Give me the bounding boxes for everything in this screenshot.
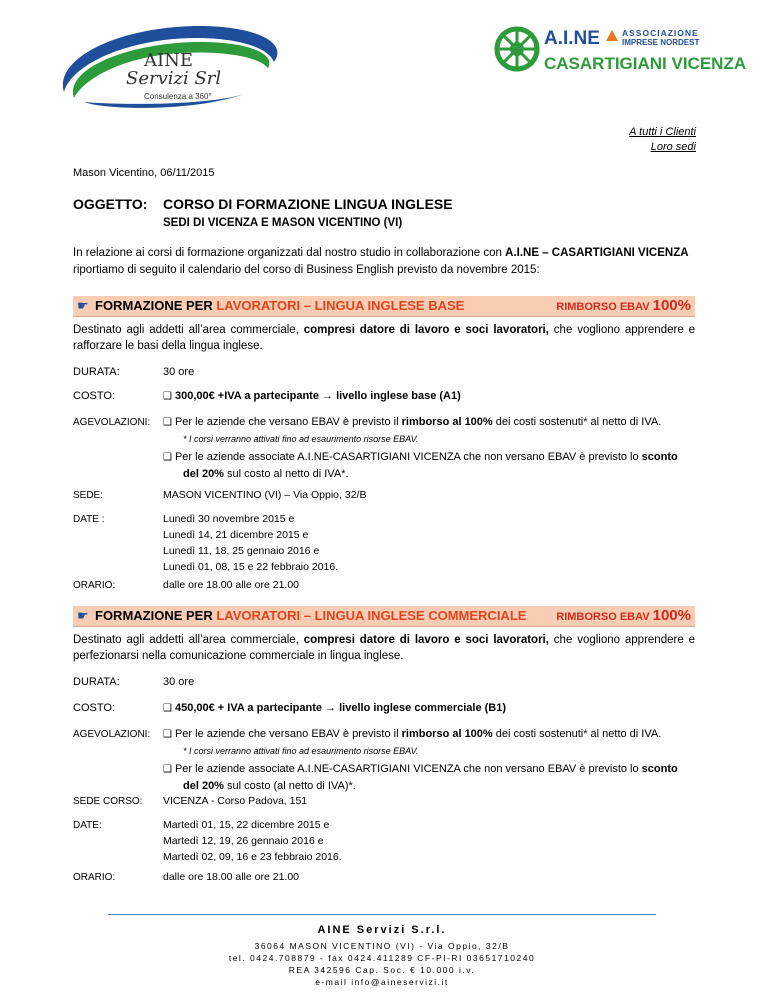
costo-text: 300,00€ +IVA a partecipante → livello inglese base (A1): [174, 390, 461, 402]
agev-bold-pct: del 20%: [183, 780, 224, 792]
addressee-line: A tutti i Clienti: [629, 126, 696, 138]
agevolazioni-label: AGEVOLAZIONI:: [73, 729, 151, 740]
date-item: Lunedì 11, 18, 25 gennaio 2016 e: [163, 545, 320, 557]
checkbox-icon: ❑: [163, 764, 172, 775]
intro-paragraph: [73, 245, 695, 279]
casartigiani-logo: [494, 26, 747, 78]
banner-title: [95, 608, 526, 623]
agev-text: Per le aziende associate A.I.NE-CASARTIGIANI VICENZA che non versano EBAV è previsto lo: [174, 763, 642, 775]
desc-text-end: che vogliono apprendere e perfezionarsi nella comunicazione commerciale in lingua inglese.: [73, 634, 695, 662]
agevolazione-note: * I corsi verranno attivati fino ad esaurimento risorse EBAV.: [183, 434, 419, 444]
orario-label: ORARIO:: [73, 580, 116, 591]
agev-text: Per le aziende che versano EBAV è previsto il: [174, 416, 402, 428]
subject-subtitle: SEDI DI VICENZA E MASON VICENTINO (VI): [163, 217, 403, 229]
logo-assoc-line1: ASSOCIAZIONE: [622, 28, 699, 38]
banner-highlight: LAVORATORI – LINGUA INGLESE COMMERCIALE: [216, 608, 527, 623]
agevolazioni-label: AGEVOLAZIONI:: [73, 417, 151, 428]
checkbox-icon: ❑: [163, 452, 172, 463]
refund-badge: [556, 297, 691, 314]
checkbox-icon: ❑: [163, 391, 172, 402]
footer-divider: [108, 914, 656, 915]
desc-text: Destinato agli addetti all’area commerciale,: [73, 324, 304, 336]
subject-label: OGGETTO:: [73, 196, 148, 212]
date-label: DATE:: [73, 820, 102, 831]
durata-label: DURATA:: [73, 676, 120, 688]
banner-title: [95, 298, 464, 313]
aine-servizi-logo: [44, 20, 294, 112]
hand-pointer-icon: ☛: [77, 608, 89, 623]
footer-email: e-mail info@aineservizi.it: [315, 977, 449, 987]
refund-pct: 100%: [652, 297, 691, 314]
desc-bold: compresi datore di lavoro e soci lavoratori,: [303, 634, 549, 646]
date-list: [163, 511, 338, 575]
logo-aine-brand: A.I.NE: [544, 28, 600, 49]
refund-pct: 100%: [652, 607, 691, 624]
date-item: Lunedì 14, 21 dicembre 2015 e: [163, 529, 309, 541]
logo-aine-text: AINE: [144, 50, 193, 71]
agev-text-end: sul costo (al netto di IVA)*.: [223, 780, 356, 792]
desc-bold: compresi datore di lavoro e soci lavoratori,: [303, 324, 549, 336]
ship-wheel-icon: [494, 26, 540, 72]
checkbox-icon: ❑: [163, 703, 172, 714]
footer-address: 36064 MASON VICENTINO (VI) - Via Oppio, 32/B: [254, 941, 510, 951]
agevolazioni-list: [163, 414, 703, 482]
subject-title: CORSO DI FORMAZIONE LINGUA INGLESE: [163, 196, 453, 212]
agev-text: Per le aziende associate A.I.NE-CASARTIGIANI VICENZA che non versano EBAV è previsto lo: [174, 451, 642, 463]
triangle-icon: [606, 28, 616, 38]
logo-casartigiani-text: CASARTIGIANI VICENZA: [544, 54, 747, 73]
sede-value: VICENZA - Corso Padova, 151: [163, 795, 308, 807]
agev-bold: sconto: [641, 451, 678, 463]
course-banner-commerciale: [73, 606, 695, 627]
costo-label: COSTO:: [73, 390, 115, 402]
refund-badge: [556, 607, 691, 624]
date-list: [163, 817, 342, 865]
addressee-line: Loro sedi: [650, 141, 696, 153]
agev-bold: rimborso al 100%: [401, 728, 493, 740]
agevolazione-item: [163, 414, 703, 431]
agev-text-end: sul costo al netto di IVA*.: [223, 468, 349, 480]
sede-value: MASON VICENTINO (VI) – Via Oppio, 32/B: [163, 489, 367, 501]
date-item: Martedì 02, 09, 16 e 23 febbraio 2016.: [163, 851, 342, 863]
agevolazioni-list: [163, 726, 703, 794]
agevolazione-item: [163, 449, 703, 482]
date-item: Lunedì 30 novembre 2015 e: [163, 513, 295, 525]
hand-pointer-icon: ☛: [77, 298, 89, 313]
intro-text: In relazione ai corsi di formazione organizzati dal nostro studio in collaborazione con: [73, 247, 506, 259]
durata-value: 30 ore: [163, 676, 195, 688]
desc-text-end: che vogliono apprendere e rafforzare le basi della lingua inglese.: [73, 324, 695, 352]
orario-value: dalle ore 18.00 alle ore 21.00: [163, 871, 300, 883]
agevolazione-item: [163, 726, 703, 743]
agev-text-end: dei costi sostenuti* al netto di IVA.: [492, 728, 662, 740]
durata-value: 30 ore: [163, 366, 195, 378]
costo-label: COSTO:: [73, 702, 115, 714]
costo-value: [163, 700, 506, 717]
costo-text: 450,00€ + IVA a partecipante → livello inglese commerciale (B1): [174, 702, 507, 714]
agev-bold-pct: del 20%: [183, 468, 224, 480]
orario-value: dalle ore 18.00 alle ore 21.00: [163, 579, 300, 591]
sede-label: SEDE:: [73, 490, 104, 501]
banner-highlight: LAVORATORI – LINGUA INGLESE BASE: [216, 298, 465, 313]
date-item: Lunedì 01, 08, 15 e 22 febbraio 2016.: [163, 561, 339, 573]
logo-assoc-line2: IMPRESE NORDEST: [622, 38, 700, 47]
course-description: [73, 322, 695, 354]
course-banner-base: [73, 296, 695, 317]
logo-servizi-text: Servizi Srl: [126, 68, 222, 89]
agev-bold: sconto: [641, 763, 678, 775]
checkbox-icon: ❑: [163, 417, 172, 428]
course-description: [73, 632, 695, 664]
refund-label: RIMBORSO EBAV: [556, 301, 653, 313]
costo-value: [163, 388, 461, 405]
banner-prefix: FORMAZIONE PER: [95, 298, 217, 313]
agev-text-end: dei costi sostenuti* al netto di IVA.: [492, 416, 662, 428]
letter-date: Mason Vicentino, 06/11/2015: [73, 167, 215, 179]
footer-rea: REA 342596 Cap. Soc. € 10.000 i.v.: [288, 965, 476, 975]
checkbox-icon: ❑: [163, 729, 172, 740]
desc-text: Destinato agli addetti all’area commerciale,: [73, 634, 304, 646]
footer-company: AINE Servizi S.r.l.: [317, 924, 447, 936]
intro-partner: A.I.NE – CASARTIGIANI VICENZA: [505, 247, 689, 259]
intro-text-end: riportiamo di seguito il calendario del corso di Business English previsto da novembre 2015:: [73, 264, 540, 276]
agev-bold: rimborso al 100%: [401, 416, 493, 428]
date-item: Martedì 01, 15, 22 dicembre 2015 e: [163, 819, 330, 831]
banner-prefix: FORMAZIONE PER: [95, 608, 217, 623]
date-label: DATE :: [73, 514, 105, 525]
addressees: [629, 125, 696, 155]
agevolazione-note: * I corsi verranno attivati fino ad esaurimento risorse EBAV.: [183, 746, 419, 756]
logo-tagline: Consulenza a 360°: [144, 92, 212, 101]
durata-label: DURATA:: [73, 366, 120, 378]
agev-text: Per le aziende che versano EBAV è previsto il: [174, 728, 402, 740]
sede-label: SEDE CORSO:: [73, 796, 143, 807]
refund-label: RIMBORSO EBAV: [556, 611, 653, 623]
date-item: Martedì 12, 19, 26 gennaio 2016 e: [163, 835, 324, 847]
agevolazione-item: [163, 761, 703, 794]
orario-label: ORARIO:: [73, 872, 116, 883]
footer-contacts: tel. 0424.708879 - fax 0424.411289 CF-PI-RI 03651710240: [228, 953, 536, 963]
